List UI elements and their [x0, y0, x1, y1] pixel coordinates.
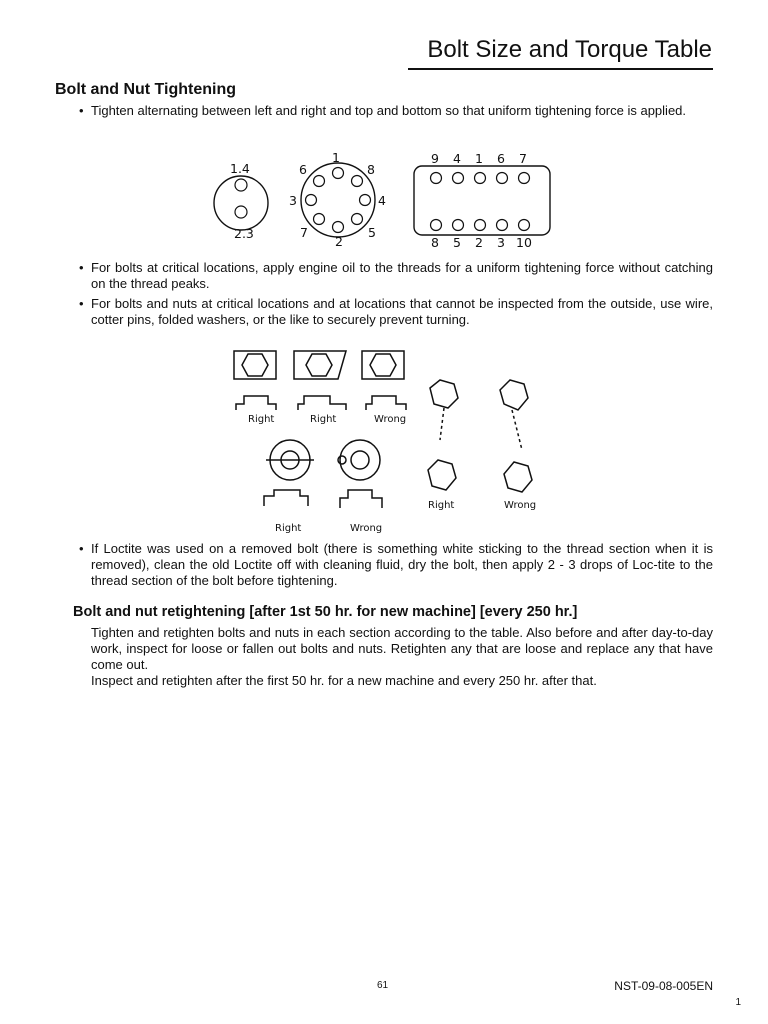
cotter-label: Right [275, 523, 302, 534]
bullet-text: Tighten alternating between left and right and top and bottom so that uniform tightening force is applied. [91, 103, 687, 118]
ten-bolt-rectangle-diagram [414, 151, 550, 250]
wire-label: Wrong [504, 500, 537, 511]
label-2-3: 2.3 [234, 226, 254, 241]
washer-label: Wrong [374, 414, 407, 425]
rect-bottom-label: 8 [431, 235, 439, 250]
wire-label: Right [428, 500, 455, 511]
flange-label: 6 [299, 162, 307, 177]
washer-label: Right [248, 414, 275, 425]
cotter-label: Wrong [350, 523, 383, 534]
bullet-text: For bolts at critical locations, apply engine oil to the threads for a uniform tightening force without catching on the thread peaks. [91, 260, 713, 291]
bullet-item [79, 103, 713, 119]
flange-label: 1 [332, 150, 340, 165]
rect-top-label: 9 [431, 151, 439, 166]
flange-label: 8 [367, 162, 375, 177]
folded-washer-diagrams [234, 351, 406, 410]
bullet-item [79, 296, 713, 328]
title-rule [408, 68, 713, 70]
locking-methods-figure [228, 344, 558, 536]
washer-label: Right [310, 414, 337, 425]
flange-label: 7 [300, 225, 308, 240]
cotter-pin-diagrams [264, 440, 382, 508]
bullet-text: If Loctite was used on a removed bolt (there is something white sticking to the thread section when it is removed), clean the old Loctite off with cleaning fluid, dry the bolt, then apply 2 - 3 drops of Loc-tite to the thread section of the bolt before tightening. [91, 541, 713, 588]
rect-top-label: 7 [519, 151, 527, 166]
bullet-dot: • [79, 296, 84, 311]
flange-label: 4 [378, 193, 386, 208]
rect-bottom-label: 3 [497, 235, 505, 250]
eight-bolt-flange-diagram [289, 150, 386, 249]
rect-bottom-label: 2 [475, 235, 483, 250]
flange-label: 2 [335, 234, 343, 249]
flange-label: 5 [368, 225, 376, 240]
rect-top-label: 1 [475, 151, 483, 166]
retightening-paragraphs [91, 625, 713, 689]
tightening-sequence-figure [210, 150, 560, 254]
flange-label: 3 [289, 193, 297, 208]
document-code: NST-09-08-005EN [614, 979, 713, 993]
bullet-item [79, 541, 713, 589]
rect-top-label: 6 [497, 151, 505, 166]
page-title: Bolt Size and Torque Table [427, 36, 712, 63]
label-1-4: 1.4 [230, 161, 250, 176]
rect-bottom-label: 5 [453, 235, 461, 250]
section-heading: Bolt and Nut Tightening [55, 81, 237, 98]
bullet-dot: • [79, 260, 84, 275]
wire-locking-diagrams [428, 380, 532, 492]
bullet-item [79, 260, 713, 292]
rect-bottom-label: 10 [516, 235, 532, 250]
bullet-dot: • [79, 541, 84, 556]
page-number: 61 [377, 980, 389, 991]
retightening-paragraph-1: Tighten and retighten bolts and nuts in each section according to the table. Also before and after day-to-day work, inspect for loose or fallen out bolts and nuts. Retighten any that are loose and replace any that have come out. [91, 625, 713, 672]
bullet-text: For bolts and nuts at critical locations and at locations that cannot be inspected from the outside, use wire, cotter pins, folded washers, or the like to securely prevent turning. [91, 296, 713, 327]
retightening-paragraph-2: Inspect and retighten after the first 50 hr. for a new machine and every 250 hr. after that. [91, 673, 597, 688]
rect-top-label: 4 [453, 151, 461, 166]
retightening-heading: Bolt and nut retightening [after 1st 50 hr. for new machine] [every 250 hr.] [73, 604, 578, 620]
corner-number: 1 [735, 997, 741, 1008]
two-bolt-circle-diagram [214, 161, 268, 241]
bullet-dot: • [79, 103, 84, 118]
